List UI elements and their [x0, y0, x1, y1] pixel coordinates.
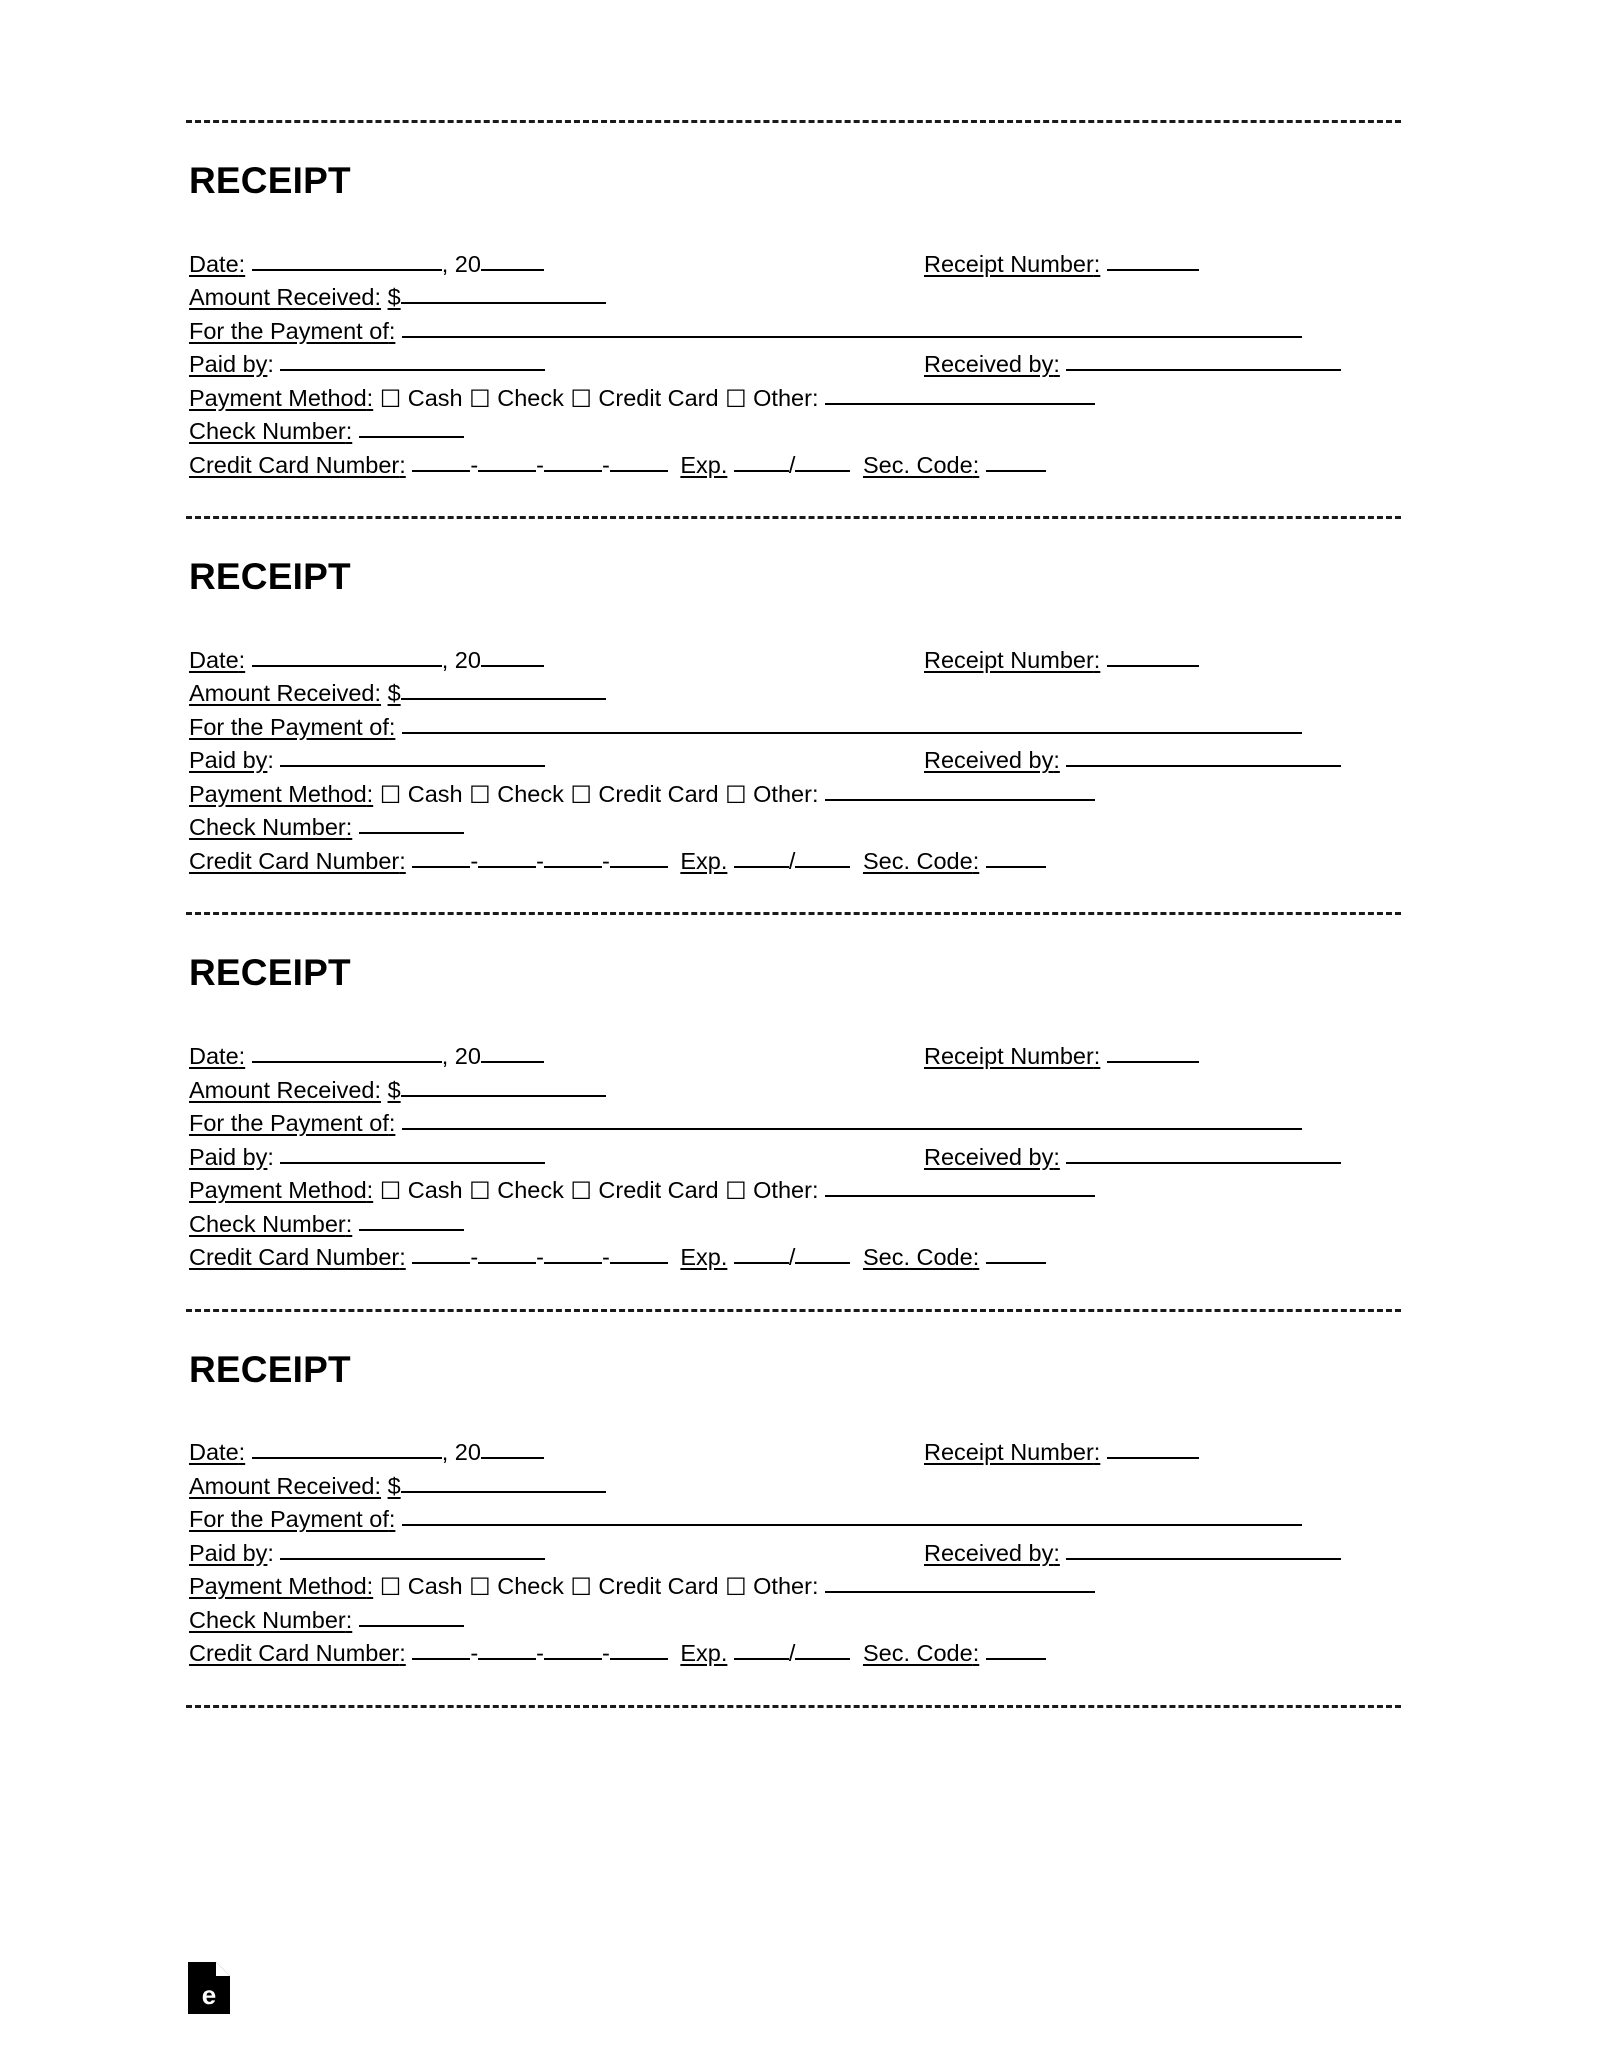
exp-month-input-2[interactable]	[734, 846, 789, 868]
receipt-number-label-4: Receipt Number	[924, 1439, 1094, 1466]
check-number-label-2: Check Number	[189, 814, 346, 841]
label-cash-4: Cash	[407, 1573, 463, 1600]
exp-year-input-3[interactable]	[795, 1242, 850, 1264]
credit-card-number-label-1: Credit Card Number	[189, 451, 400, 478]
payment-method-line-4	[189, 1570, 1401, 1604]
colon-3: :	[238, 1043, 246, 1070]
receipt-number-group-2	[924, 644, 1199, 678]
label-other-2: Other	[753, 780, 812, 807]
cc-group-3-2[interactable]	[478, 1242, 536, 1264]
year-input-2[interactable]	[481, 645, 544, 667]
eforms-logo-icon	[188, 1962, 230, 2014]
checkbox-cash-4[interactable]: ☐	[379, 1574, 402, 1602]
received-by-colon-4: :	[1053, 1539, 1060, 1566]
credit-card-colon-1: :	[399, 451, 406, 478]
sec-code-label-2: Sec. Code	[862, 847, 973, 874]
paid-by-line-4	[189, 1537, 1401, 1571]
checkbox-other-4[interactable]: ☐	[725, 1574, 747, 1602]
sec-code-label-1: Sec. Code	[862, 451, 973, 478]
payment-for-line-2	[189, 711, 1401, 745]
received-by-group-2	[924, 744, 1341, 778]
received-by-label-3: Received by	[924, 1143, 1054, 1170]
check-number-colon-3: :	[345, 1210, 353, 1237]
cc-dash-1-3: -	[601, 451, 610, 478]
amount-line-3	[189, 1074, 1401, 1108]
dollar-sign-1: $	[387, 284, 401, 311]
cc-group-2-4[interactable]	[610, 846, 668, 868]
receipt-number-input-2[interactable]	[1107, 645, 1199, 667]
payment-for-colon-3: :	[388, 1110, 396, 1137]
other-input-1[interactable]	[825, 383, 1095, 405]
paid-by-label-2: Paid by	[189, 747, 268, 774]
receipt-number-group-1	[924, 248, 1199, 282]
paid-by-colon-4: :	[267, 1539, 274, 1566]
label-other-3: Other	[753, 1177, 812, 1204]
credit-card-number-label-3: Credit Card Number	[189, 1244, 400, 1271]
sec-code-colon-3: :	[972, 1244, 980, 1271]
date-comma-1: ,	[441, 250, 449, 277]
checkbox-credit-card-2[interactable]: ☐	[570, 781, 592, 809]
check-number-colon-4: :	[345, 1606, 353, 1633]
check-number-label-4: Check Number	[189, 1606, 346, 1633]
exp-label-3: Exp.	[680, 1244, 728, 1271]
received-by-input-4[interactable]	[1066, 1538, 1341, 1560]
check-number-line-4	[189, 1604, 1401, 1638]
label-check-2: Check	[497, 780, 564, 807]
credit-card-line-1	[189, 449, 1401, 483]
date-comma-4: ,	[441, 1439, 449, 1466]
exp-month-input-1[interactable]	[734, 450, 789, 472]
other-input-2[interactable]	[825, 779, 1095, 801]
payment-for-line-1	[189, 315, 1401, 349]
payment-method-colon-4: :	[366, 1573, 374, 1600]
payment-method-line-1	[189, 382, 1401, 416]
label-check-1: Check	[497, 384, 564, 411]
payment-method-label-2: Payment Method	[189, 780, 367, 807]
amount-colon-2: :	[374, 680, 382, 707]
paid-by-line-1	[189, 348, 1401, 382]
date-line-2	[189, 644, 1401, 678]
label-check-4: Check	[497, 1573, 564, 1600]
received-by-colon-2: :	[1053, 747, 1060, 774]
receipt-block-3	[186, 915, 1401, 1308]
date-label-2: Date	[189, 646, 239, 673]
received-by-label-2: Received by	[924, 747, 1054, 774]
payment-method-line-3	[189, 1174, 1401, 1208]
year-prefix-3: 20	[454, 1043, 481, 1070]
cc-dash-3-1: -	[470, 1244, 479, 1271]
receipt-number-group-3	[924, 1040, 1199, 1074]
year-input-4[interactable]	[481, 1437, 544, 1459]
date-label-4: Date	[189, 1439, 239, 1466]
paid-by-label-4: Paid by	[189, 1539, 268, 1566]
paid-by-colon-2: :	[267, 747, 274, 774]
year-prefix-2: 20	[454, 646, 481, 673]
paid-by-label-3: Paid by	[189, 1143, 268, 1170]
checkbox-credit-card-1[interactable]: ☐	[570, 385, 592, 413]
receipt-block-2	[186, 519, 1401, 912]
date-comma-2: ,	[441, 646, 449, 673]
exp-label-4: Exp.	[680, 1640, 728, 1667]
dollar-sign-4: $	[387, 1472, 401, 1499]
payment-method-label-3: Payment Method	[189, 1177, 367, 1204]
credit-card-line-4	[189, 1637, 1401, 1671]
cc-group-4-4[interactable]	[610, 1638, 668, 1660]
sec-code-colon-1: :	[972, 451, 980, 478]
label-credit-card-1: Credit Card	[598, 384, 719, 411]
receipt-number-colon-4: :	[1093, 1439, 1101, 1466]
paid-by-input-3[interactable]	[280, 1142, 545, 1164]
amount-label-2: Amount Received	[189, 680, 375, 707]
credit-card-number-label-4: Credit Card Number	[189, 1640, 400, 1667]
receipt-fields-4	[189, 1436, 1401, 1671]
label-check-3: Check	[497, 1177, 564, 1204]
check-number-line-3	[189, 1208, 1401, 1242]
paid-by-input-4[interactable]	[280, 1538, 545, 1560]
paid-by-line-2	[189, 744, 1401, 778]
receipt-number-input-3[interactable]	[1107, 1041, 1199, 1063]
label-other-4: Other	[753, 1573, 812, 1600]
paid-by-label-1: Paid by	[189, 351, 268, 378]
payment-for-label-1: For the Payment of	[189, 317, 389, 344]
sec-code-colon-4: :	[972, 1640, 980, 1667]
exp-label-2: Exp.	[680, 847, 728, 874]
label-other-1: Other	[753, 384, 812, 411]
colon-2: :	[238, 646, 246, 673]
payment-for-colon-2: :	[388, 713, 396, 740]
receipt-fields-2	[189, 644, 1401, 879]
receipt-number-label-3: Receipt Number	[924, 1043, 1094, 1070]
cc-dash-4-1: -	[470, 1640, 479, 1667]
date-label-3: Date	[189, 1043, 239, 1070]
amount-input-1[interactable]	[401, 282, 606, 304]
checkbox-other-1[interactable]: ☐	[725, 385, 747, 413]
sec-code-label-4: Sec. Code	[862, 1640, 973, 1667]
check-number-line-2	[189, 811, 1401, 845]
receipt-number-label-1: Receipt Number	[924, 250, 1094, 277]
checkbox-check-1[interactable]: ☐	[469, 385, 491, 413]
amount-line-4	[189, 1470, 1401, 1504]
checkbox-cash-2[interactable]: ☐	[379, 781, 402, 809]
receipt-number-input-4[interactable]	[1107, 1437, 1199, 1459]
exp-year-input-1[interactable]	[795, 450, 850, 472]
receipt-block-1	[186, 123, 1401, 516]
other-input-4[interactable]	[825, 1571, 1095, 1593]
date-input-2[interactable]	[252, 645, 442, 667]
received-by-label-4: Received by	[924, 1539, 1054, 1566]
payment-method-colon-2: :	[366, 780, 374, 807]
sec-code-input-1[interactable]	[986, 450, 1046, 472]
payment-for-colon-4: :	[388, 1506, 396, 1533]
receipt-fields-1	[189, 248, 1401, 483]
amount-input-3[interactable]	[401, 1075, 606, 1097]
other-colon-3: :	[811, 1177, 819, 1204]
date-label-1: Date	[189, 250, 239, 277]
cc-dash-2-3: -	[601, 847, 610, 874]
paid-by-line-3	[189, 1141, 1401, 1175]
date-line-1	[189, 248, 1401, 282]
receipt-block-4	[186, 1312, 1401, 1705]
year-prefix-1: 20	[454, 250, 481, 277]
sec-code-input-4[interactable]	[986, 1638, 1046, 1660]
check-number-input-1[interactable]	[359, 416, 464, 438]
amount-label-3: Amount Received	[189, 1076, 375, 1103]
check-number-colon-1: :	[345, 418, 353, 445]
amount-label-4: Amount Received	[189, 1472, 375, 1499]
label-cash-1: Cash	[407, 384, 463, 411]
checkbox-check-2[interactable]: ☐	[469, 781, 491, 809]
other-colon-4: :	[811, 1573, 819, 1600]
date-input-3[interactable]	[252, 1041, 442, 1063]
receipt-number-colon-3: :	[1093, 1043, 1101, 1070]
year-prefix-4: 20	[454, 1439, 481, 1466]
check-number-line-1	[189, 415, 1401, 449]
cc-dash-2-2: -	[536, 847, 544, 874]
received-by-input-3[interactable]	[1066, 1142, 1341, 1164]
exp-year-input-2[interactable]	[795, 846, 850, 868]
receipt-fields-3	[189, 1040, 1401, 1275]
svg-text:e: e	[201, 1980, 217, 2010]
cc-dash-1-1: -	[470, 451, 479, 478]
checkbox-other-2[interactable]: ☐	[725, 781, 747, 809]
credit-card-line-2	[189, 845, 1401, 879]
cc-group-2-2[interactable]	[478, 846, 536, 868]
payment-method-label-1: Payment Method	[189, 384, 367, 411]
label-credit-card-2: Credit Card	[598, 780, 719, 807]
dollar-sign-2: $	[387, 680, 401, 707]
checkbox-cash-3[interactable]: ☐	[379, 1178, 402, 1206]
cc-dash-3-2: -	[536, 1244, 544, 1271]
other-colon-1: :	[811, 384, 819, 411]
date-input-1[interactable]	[252, 249, 442, 271]
amount-input-4[interactable]	[401, 1471, 606, 1493]
paid-by-input-1[interactable]	[280, 349, 545, 371]
check-number-label-1: Check Number	[189, 418, 346, 445]
payment-method-line-2	[189, 778, 1401, 812]
dollar-sign-3: $	[387, 1076, 401, 1103]
payment-method-colon-1: :	[366, 384, 374, 411]
receipt-number-label-2: Receipt Number	[924, 646, 1094, 673]
receipt-number-colon-2: :	[1093, 646, 1101, 673]
credit-card-number-label-2: Credit Card Number	[189, 847, 400, 874]
payment-for-line-3	[189, 1107, 1401, 1141]
amount-colon-1: :	[374, 284, 382, 311]
received-by-label-1: Received by	[924, 351, 1054, 378]
payment-for-label-3: For the Payment of	[189, 1110, 389, 1137]
credit-card-line-3	[189, 1241, 1401, 1275]
payment-for-input-4[interactable]	[402, 1504, 1302, 1526]
paid-by-input-2[interactable]	[280, 745, 545, 767]
received-by-input-1[interactable]	[1066, 349, 1341, 371]
cc-group-1-2[interactable]	[478, 450, 536, 472]
receipt-number-input-1[interactable]	[1107, 249, 1199, 271]
check-number-input-2[interactable]	[359, 812, 464, 834]
date-line-4	[189, 1436, 1401, 1470]
amount-line-1	[189, 281, 1401, 315]
payment-method-colon-3: :	[366, 1177, 374, 1204]
receipt-heading-3: RECEIPT	[189, 952, 351, 994]
date-line-3	[189, 1040, 1401, 1074]
cc-group-4-1[interactable]	[412, 1638, 470, 1660]
sec-code-colon-2: :	[972, 847, 980, 874]
cc-group-4-3[interactable]	[544, 1638, 602, 1660]
exp-label-1: Exp.	[680, 451, 728, 478]
credit-card-colon-3: :	[399, 1244, 406, 1271]
year-input-1[interactable]	[481, 249, 544, 271]
year-input-3[interactable]	[481, 1041, 544, 1063]
cc-dash-1-2: -	[536, 451, 544, 478]
credit-card-colon-2: :	[399, 847, 406, 874]
receipt-number-colon-1: :	[1093, 250, 1101, 277]
checkbox-credit-card-3[interactable]: ☐	[570, 1178, 592, 1206]
cc-dash-4-2: -	[536, 1640, 544, 1667]
cc-group-1-3[interactable]	[544, 450, 602, 472]
received-by-colon-3: :	[1053, 1143, 1060, 1170]
amount-colon-4: :	[374, 1472, 382, 1499]
cc-group-1-1[interactable]	[412, 450, 470, 472]
payment-method-label-4: Payment Method	[189, 1573, 367, 1600]
exp-slash-3: /	[788, 1244, 796, 1271]
checkbox-other-3[interactable]: ☐	[725, 1178, 747, 1206]
date-comma-3: ,	[441, 1043, 449, 1070]
cc-group-2-1[interactable]	[412, 846, 470, 868]
label-cash-3: Cash	[407, 1177, 463, 1204]
check-number-label-3: Check Number	[189, 1210, 346, 1237]
cc-group-1-4[interactable]	[610, 450, 668, 472]
label-cash-2: Cash	[407, 780, 463, 807]
payment-for-input-3[interactable]	[402, 1108, 1302, 1130]
amount-colon-3: :	[374, 1076, 382, 1103]
date-input-4[interactable]	[252, 1437, 442, 1459]
exp-slash-2: /	[788, 847, 796, 874]
amount-label-1: Amount Received	[189, 284, 375, 311]
cut-line-bottom	[186, 1705, 1401, 1708]
check-number-colon-2: :	[345, 814, 353, 841]
exp-slash-4: /	[788, 1640, 796, 1667]
amount-input-2[interactable]	[401, 678, 606, 700]
sec-code-input-2[interactable]	[986, 846, 1046, 868]
sec-code-input-3[interactable]	[986, 1242, 1046, 1264]
cc-group-2-3[interactable]	[544, 846, 602, 868]
other-colon-2: :	[811, 780, 819, 807]
paid-by-colon-1: :	[267, 351, 274, 378]
amount-line-2	[189, 677, 1401, 711]
exp-month-input-3[interactable]	[734, 1242, 789, 1264]
payment-for-colon-1: :	[388, 317, 396, 344]
received-by-group-1	[924, 348, 1341, 382]
received-by-colon-1: :	[1053, 351, 1060, 378]
receipt-heading-2: RECEIPT	[189, 556, 351, 598]
label-credit-card-4: Credit Card	[598, 1573, 719, 1600]
colon-4: :	[238, 1439, 246, 1466]
payment-for-input-2[interactable]	[402, 712, 1302, 734]
colon-1: :	[238, 250, 246, 277]
other-input-3[interactable]	[825, 1175, 1095, 1197]
cc-dash-4-3: -	[601, 1640, 610, 1667]
label-credit-card-3: Credit Card	[598, 1177, 719, 1204]
payment-for-input-1[interactable]	[402, 316, 1302, 338]
exp-year-input-4[interactable]	[795, 1638, 850, 1660]
received-by-group-4	[924, 1537, 1341, 1571]
payment-for-label-4: For the Payment of	[189, 1506, 389, 1533]
checkbox-check-4[interactable]: ☐	[469, 1574, 491, 1602]
checkbox-cash-1[interactable]: ☐	[379, 385, 402, 413]
credit-card-colon-4: :	[399, 1640, 406, 1667]
received-by-input-2[interactable]	[1066, 745, 1341, 767]
paid-by-colon-3: :	[267, 1143, 274, 1170]
check-number-input-3[interactable]	[359, 1209, 464, 1231]
receipt-heading-1: RECEIPT	[189, 160, 351, 201]
cc-dash-2-1: -	[470, 847, 479, 874]
payment-for-line-4	[189, 1503, 1401, 1537]
cc-group-3-4[interactable]	[610, 1242, 668, 1264]
checkbox-check-3[interactable]: ☐	[469, 1178, 491, 1206]
receipts-container	[186, 120, 1401, 1708]
cc-group-3-1[interactable]	[412, 1242, 470, 1264]
cc-group-3-3[interactable]	[544, 1242, 602, 1264]
cc-dash-3-3: -	[601, 1244, 610, 1271]
exp-month-input-4[interactable]	[734, 1638, 789, 1660]
sec-code-label-3: Sec. Code	[862, 1244, 973, 1271]
cc-group-4-2[interactable]	[478, 1638, 536, 1660]
received-by-group-3	[924, 1141, 1341, 1175]
check-number-input-4[interactable]	[359, 1605, 464, 1627]
receipt-number-group-4	[924, 1436, 1199, 1470]
exp-slash-1: /	[788, 451, 796, 478]
payment-for-label-2: For the Payment of	[189, 713, 389, 740]
receipt-heading-4: RECEIPT	[189, 1348, 351, 1390]
checkbox-credit-card-4[interactable]: ☐	[570, 1574, 592, 1602]
